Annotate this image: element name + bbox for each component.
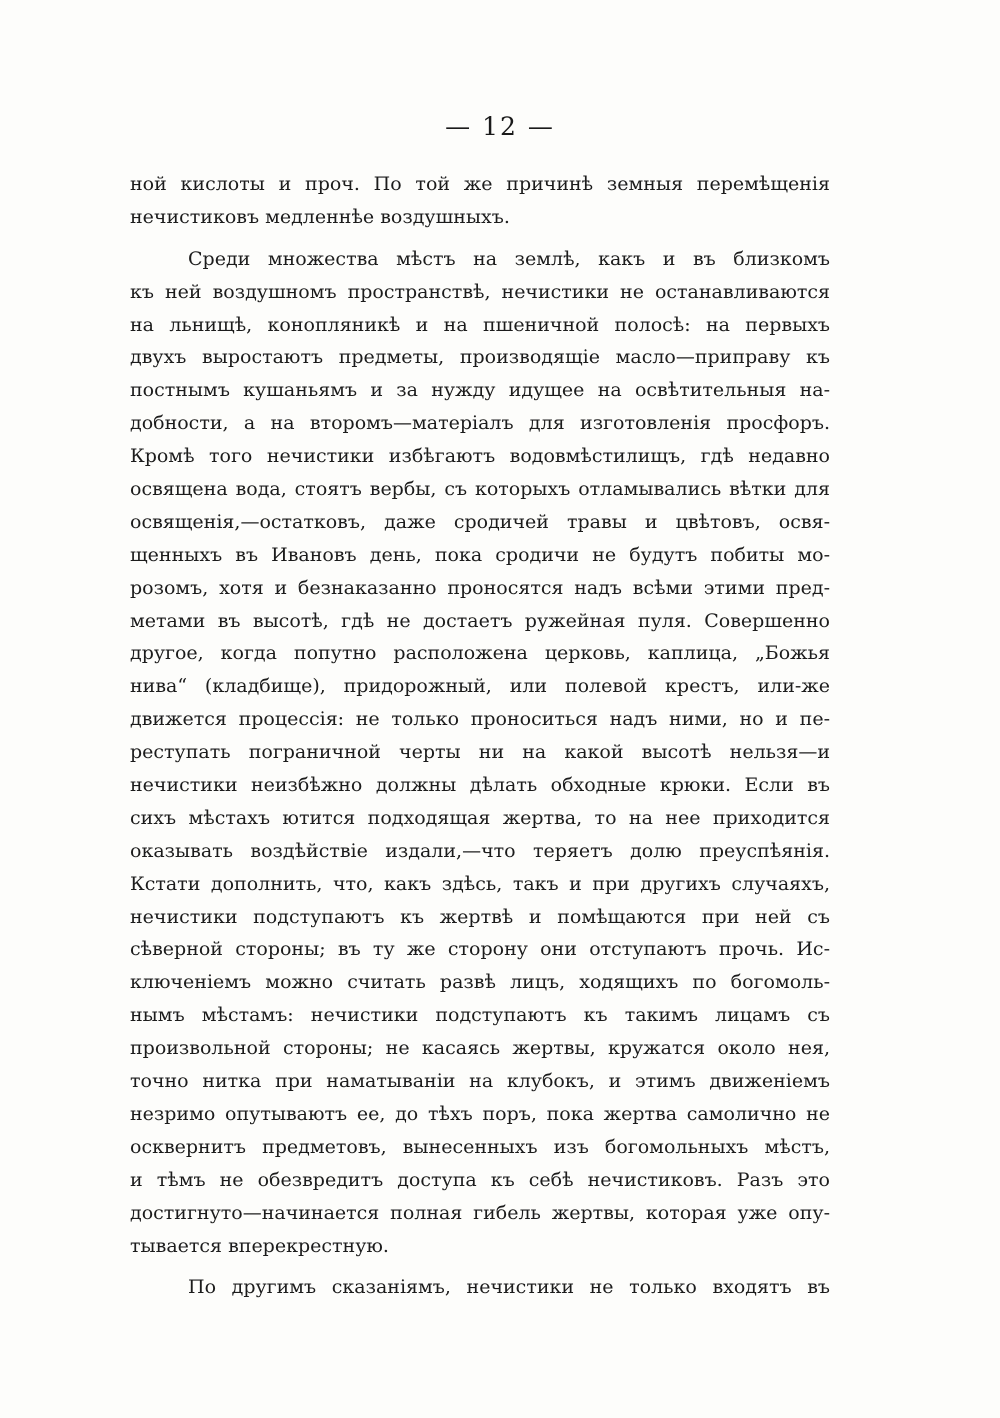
text-line: нечистики неизбѣжно должны дѣлать обходные крюки. Если въ	[130, 774, 830, 797]
text-line: точно нитка при наматываніи на клубокъ, и этимъ движеніемъ	[130, 1070, 830, 1093]
text-line: сихъ мѣстахъ ютится подходящая жертва, то на нее приходится	[130, 806, 830, 829]
text-line: и тѣмъ не обезвредитъ доступа къ себѣ нечистиковъ. Разъ это	[130, 1168, 830, 1191]
text-line: незримо опутываютъ ее, до тѣхъ поръ, пока жертва самолично не	[130, 1102, 830, 1125]
text-line: щенныхъ въ Ивановъ день, пока сродичи не будутъ побиты мо-	[130, 543, 830, 566]
text-line: двухъ выростаютъ предметы, производящіе масло—приправу къ	[130, 346, 830, 369]
paragraph-gap	[130, 1262, 830, 1271]
text-line: тывается вперекрестную.	[130, 1234, 389, 1257]
text-line: произвольной стороны; не касаясь жертвы, кружатся около нея,	[130, 1037, 830, 1060]
text-line: на льнищѣ, конопляникѣ и на пшеничной полосѣ: на первыхъ	[130, 313, 830, 336]
text-line: ной кислоты и проч. По той же причинѣ земныя перемѣщенія	[130, 173, 830, 195]
text-line: добности, а на второмъ—матеріалъ для изготовленія просфоръ.	[130, 412, 830, 435]
page-number: — 12 —	[445, 112, 555, 141]
text-line: осквернитъ предметовъ, вынесенныхъ изъ богомольныхъ мѣстъ,	[130, 1135, 830, 1158]
text-line: сѣверной стороны; въ ту же сторону они отступаютъ прочь. Ис-	[130, 938, 830, 961]
text-line: освященія,—остатковъ, даже сродичей травы и цвѣтовъ, освя-	[130, 510, 830, 533]
text-line: нива“ (кладбище), придорожный, или полевой крестъ, или-же	[130, 675, 830, 698]
text-line: другое, когда попутно расположена церковь, каплица, „Божья	[130, 642, 830, 665]
text-line: Кстати дополнить, что, какъ здѣсь, такъ и при другихъ случаяхъ,	[130, 872, 830, 895]
text-line: Среди множества мѣстъ на землѣ, какъ и въ близкомъ	[188, 247, 830, 270]
text-line: достигнуто—начинается полная гибель жертвы, которая уже опу-	[130, 1201, 830, 1224]
body-text	[130, 168, 830, 1304]
text-line: нечистиковъ медленнѣе воздушныхъ.	[130, 205, 510, 228]
text-line: нечистики подступаютъ къ жертвѣ и помѣщаются при ней съ	[130, 905, 830, 928]
text-line: постнымъ кушаньямъ и за нужду идущее на освѣтительныя на-	[130, 379, 830, 402]
text-line: движется процессія: не только проноситься надъ ними, но и пе-	[130, 708, 830, 731]
text-line: освящена вода, стоятъ вербы, съ которыхъ отламывались вѣтки для	[130, 478, 830, 501]
paragraph-gap	[130, 234, 830, 243]
text-line: Кромѣ того нечистики избѣгаютъ водовмѣстилищъ, гдѣ недавно	[130, 445, 830, 468]
text-line: къ ней воздушномъ пространствѣ, нечистики не останавливаются	[130, 280, 830, 303]
text-line: ключеніемъ можно считать развѣ лицъ, ходящихъ по богомоль-	[130, 971, 830, 994]
text-line: По другимъ сказаніямъ, нечистики не только входятъ въ	[188, 1276, 830, 1299]
text-line: оказывать воздѣйствіе издали,—что теряетъ долю преуспѣянія.	[130, 839, 830, 862]
text-line: нымъ мѣстамъ: нечистики подступаютъ къ такимъ лицамъ съ	[130, 1004, 830, 1027]
text-line: метами въ высотѣ, гдѣ не достаетъ ружейная пуля. Совершенно	[130, 609, 830, 632]
text-line: розомъ, хотя и безнаказанно проносятся надъ всѣми этими пред-	[130, 576, 830, 599]
text-line: реступать пограничной черты ни на какой высотѣ нельзя—и	[130, 741, 830, 764]
